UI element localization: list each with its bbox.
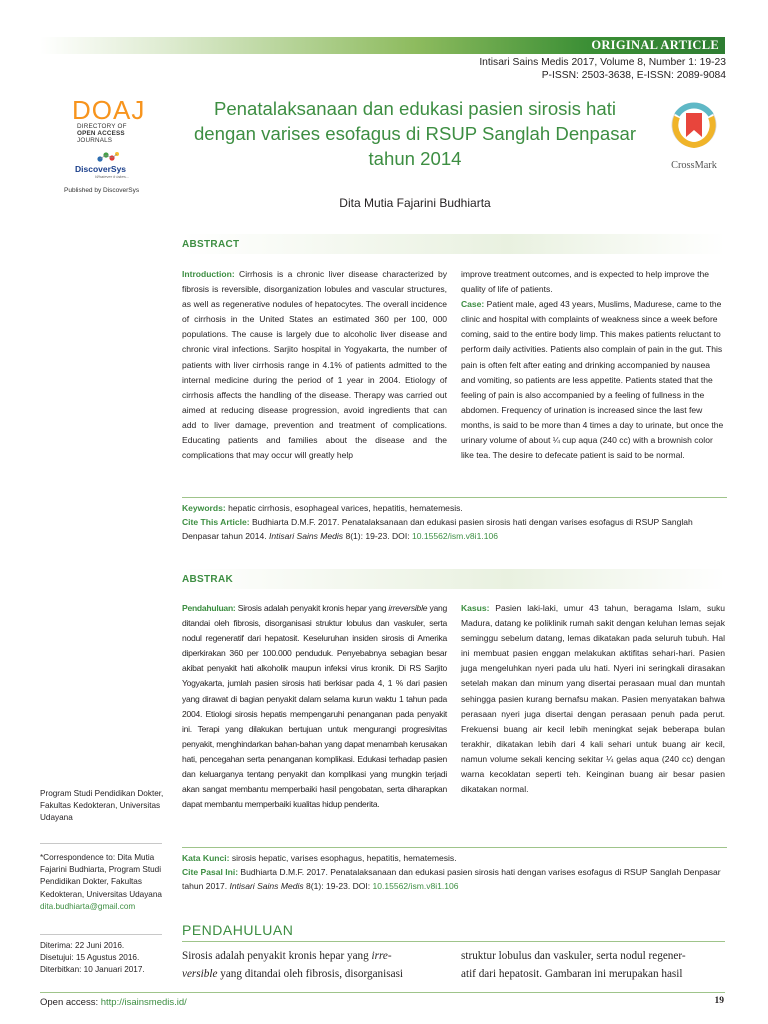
journal-issn: P-ISSN: 2503-3638, E-ISSN: 2089-9084 <box>541 70 726 81</box>
date-received: Diterima: 22 Juni 2016. <box>40 941 125 950</box>
cite-pasal-text: Budhiarta D.M.F. 2017. Penatalaksanaan dan edukasi pasien sirosis hati dengan varises esofagus di RSUP Sanglah Denpasar tahun 2017. <box>182 867 721 892</box>
crossmark-icon <box>669 101 719 153</box>
cite-doi-link[interactable]: 10.15562/ism.v8i1.106 <box>411 531 498 542</box>
pendahuluan-heading <box>182 920 725 942</box>
doaj-subtitle-2: OPEN ACCESS <box>77 130 125 137</box>
footer-divider <box>40 992 725 993</box>
title-line-1: Penatalaksanaan dan edukasi pasien sirosis hati <box>213 98 617 119</box>
discoversys-name: DiscoverSys <box>75 164 127 174</box>
affiliation-line-3: Udayana <box>40 813 73 823</box>
kata-kunci-divider <box>182 847 727 848</box>
cite-label: Cite This Article: <box>182 517 250 528</box>
affiliation-line-1: Program Studi Pendidikan Dokter, <box>40 789 164 798</box>
abstrak-right-column <box>461 601 725 797</box>
journal-citation: Intisari Sains Medis 2017, Volume 8, Number 1: 19-23 <box>479 57 726 68</box>
body-right-column <box>461 948 725 983</box>
case-label: Case: <box>461 299 485 310</box>
pendahuluan-text-b: yang ditandai oleh fibrosis, disorganisasi struktur lobulus dan vaskuler, serta nodul regeneratif dari hepatosit. Keseluruhan insiden sirosis di Amerika diperkirakan 360 per 100.000 penduduk. Penyebabnya sebagian besar akibat penyakit hati alkoholik maupun infeksi virus kronik. Di RS Sarjito Yogyakarta, jumlah pasien sirosis hati berkisar pada 4, 1 % dari pasien yang dirawat di bagian penyakit dalam selama kurun waktu 1 tahun pada 2004. Etiologi sirosis hepatis mempengaruhi penanganan pada penyakit ini. Terapi yang dilakukan bertujuan untuk mengurangi progresivitas penyakit, menghindarkan bahan-bahan yang dapat menambah kerusakan hati, pencegahan serta penanganan komplikasi. Edukasi terhadap pasien dan keluarganya tentang penyakit dan komplikasi yang mungkin terjadi akan sangat membantu memperbaiki hasil pengobatan, serta diharapkan dapat membantu memperbaiki kualitas hidup penderita. <box>182 603 447 810</box>
body-right-line-1: struktur lobulus dan vaskuler, serta nodul regener- <box>461 950 686 962</box>
correspondence-line-1: *Correspondence to: Dita Mutia <box>40 853 155 862</box>
abstract-keywords-block <box>182 497 727 544</box>
dates-divider <box>40 934 162 935</box>
abstract-heading-text: ABSTRACT <box>182 239 240 250</box>
body-left-italic-1: irre- <box>371 950 392 962</box>
footer-open-access <box>40 997 187 1008</box>
cite-pasal-doi-link[interactable]: 10.15562/ism.v8i1.106 <box>372 881 459 892</box>
discoversys-tagline: Whatever it takes... <box>95 174 130 179</box>
keywords-label: Keywords: <box>182 503 226 513</box>
intro-text: Cirrhosis is a chronic liver disease characterized by fibrosis is reversible, disorganization lobules and vascular structures, as well as regenerative nodules of hepatocytes. The overall incidence of cirrhosis in the United States an estimated 360 per 100, 000 populations. The cause is largely due to alcoholic liver disease and chronic viral infections. Sarjito hospital in Yogyakarta, the number of patients with liver cirrhosis range in 4.1% of patients admitted to the internal medicine during the period of 1 year in 2004. Etiology of cirrhosis affects the handling of the disease. Therapy was carried out aimed at reducing disease progression, avoid ingredients that can add to liver damage, prevention and treatment of complications. Educating patients and families about the disease and the complications that may occur will greatly help <box>182 269 447 461</box>
keywords-text: hepatic cirrhosis, esophageal varices, hepatitis, hematemesis. <box>225 503 463 513</box>
crossmark-label: CrossMark <box>671 160 717 171</box>
doaj-wordmark: DOAJ <box>72 95 146 125</box>
kasus-label: Kasus: <box>461 603 490 613</box>
abstrak-heading-text: ABSTRAK <box>182 574 233 585</box>
cite-journal: Intisari Sains Medis <box>268 531 344 542</box>
kasus-text: Pasien laki-laki, umur 43 tahun, beragama Islam, suku Madura, datang ke poliklinik rumah sakit dengan keluhan lemas sejak seminggu sebelum datang, lemas dikatakan pada seluruh tubuh. Hal ini membuat pasien enggan melakukan aktifitas sehari-hari. Pasien juga mengeluhkan nyeri pada ulu hati. Nyeri ini seringkali dirasakan setelah makan dan minum yang disertai perasaan mual dan muntah sehingga pasien kurang bernafsu makan. Pasien menyatakan bahwa perasaan nyeri juga disertai dengan perasaan penuh pada perut. Frekuensi buang air kecil lebih meningkat sejak beberapa bulan terakhir, dikatakan lebih dari 4 kali sehari untuk buang air kecil, namun volume sekali kencing sekitar ¼ gelas aqua (240 cc) dengan warna kecoklatan seperti teh. Keinginan buang air besar pasien dikatakan normal. <box>461 603 725 795</box>
affiliation-divider <box>40 843 162 844</box>
discoversys-icon <box>95 150 121 164</box>
journal-url-link[interactable]: http://isainsmedis.id/ <box>100 997 187 1008</box>
header-banner <box>40 37 725 54</box>
open-access-label: Open access: <box>40 997 101 1008</box>
doaj-logo[interactable] <box>72 95 146 144</box>
pendahuluan-heading-text: PENDAHULUAN <box>182 922 294 938</box>
correspondence-line-2: Fajarini Budhiarta, Program Studi <box>40 865 162 875</box>
page-number: 19 <box>714 996 724 1006</box>
discoversys-logo[interactable] <box>73 150 143 180</box>
body-left-column <box>182 948 446 983</box>
keywords-divider <box>182 497 727 498</box>
case-text: Patient male, aged 43 years, Muslims, Madurese, came to the clinic and hospital with complaints of weakness since a week before coming, said to the entire body limp. This makes patients reluctant to perform daily activities. Patients also complain of pain in the gut. This pain is often felt after eating and drinking accompanied by nausea and vomiting, so patients are less appetite. Patients stated that the feeling of pain is also accompanied by a feeling of fullness in the abdomen. Frequency of urination is increased since the last few months, is said to be more than 4 times a day to urinate, but once the urinary volume of about ¼ cup aqua (240 cc) with a brownish color like tea. The desire to defecate patient is said to be normal. <box>461 299 724 461</box>
correspondence-email-link[interactable]: dita.budhiarta@gmail.com <box>40 901 136 911</box>
cite-volume: 8(1): 19-23. DOI: <box>343 531 412 542</box>
kata-kunci-text: sirosis hepatic, varises esophagus, hepatitis, hematemesis. <box>229 853 457 863</box>
author-name: Dita Mutia Fajarini Budhiarta <box>339 196 491 210</box>
cite-pasal-label: Cite Pasal Ini: <box>182 867 239 878</box>
intro-label: Introduction: <box>182 269 235 279</box>
abstrak-keywords-block <box>182 847 727 894</box>
cite-text: Budhiarta D.M.F. 2017. Penatalaksanaan dan edukasi pasien sirosis hati dengan varises esofagus di RSUP Sanglah Denpasar tahun 2014. <box>182 517 693 542</box>
journal-info <box>479 56 726 82</box>
correspondence-line-3: Pendidikan Dokter, Fakultas <box>40 877 142 887</box>
doaj-subtitle-3: JOURNALS <box>77 137 113 144</box>
abstract-left-column <box>182 267 447 463</box>
affiliation-line-2: Fakultas Kedokteran, Universitas <box>40 801 161 811</box>
correspondence-line-4: Kedokteran, Universitas Udayana <box>40 889 162 899</box>
crossmark-button[interactable] <box>664 101 724 171</box>
body-left-text-b: yang ditandai oleh fibrosis, disorganisasi <box>217 967 404 980</box>
kata-kunci-label: Kata Kunci: <box>182 853 230 863</box>
published-by: Published by DiscoverSys <box>64 187 140 194</box>
article-dates <box>40 940 145 977</box>
pendahuluan-label: Pendahuluan: <box>182 603 236 613</box>
abstrak-left-column <box>182 601 447 812</box>
abstract-right-column <box>461 267 725 463</box>
date-published: Diterbitkan: 10 Januari 2017. <box>40 965 145 975</box>
body-left-italic-2: versible <box>182 967 218 980</box>
pendahuluan-italic: irreversible <box>388 603 428 613</box>
date-accepted: Disetujui: 15 Agustus 2016. <box>40 953 140 963</box>
abstract-heading <box>182 234 725 254</box>
intro-continued: improve treatment outcomes, and is expected to help improve the quality of life of patients. <box>461 269 709 295</box>
pendahuluan-text-a: Sirosis adalah penyakit kronis hepar yang <box>235 603 389 613</box>
cite-pasal-journal: Intisari Sains Medis <box>229 881 304 892</box>
doaj-subtitle-1: DIRECTORY OF <box>77 123 127 130</box>
abstrak-heading <box>182 569 725 589</box>
cite-pasal-volume: 8(1): 19-23. DOI: <box>303 881 373 892</box>
body-right-line-2: atif dari hepatosit. Gambaran ini merupakan hasil <box>461 967 683 980</box>
article-title <box>180 96 650 171</box>
title-line-3: tahun 2014 <box>368 148 462 169</box>
affiliation <box>40 788 163 825</box>
title-line-2: dengan varises esofagus di RSUP Sanglah Denpasar <box>193 123 637 144</box>
correspondence <box>40 852 162 913</box>
article-type-label: ORIGINAL ARTICLE <box>591 38 719 52</box>
body-left-text-a: Sirosis adalah penyakit kronis hepar yang <box>182 950 372 962</box>
